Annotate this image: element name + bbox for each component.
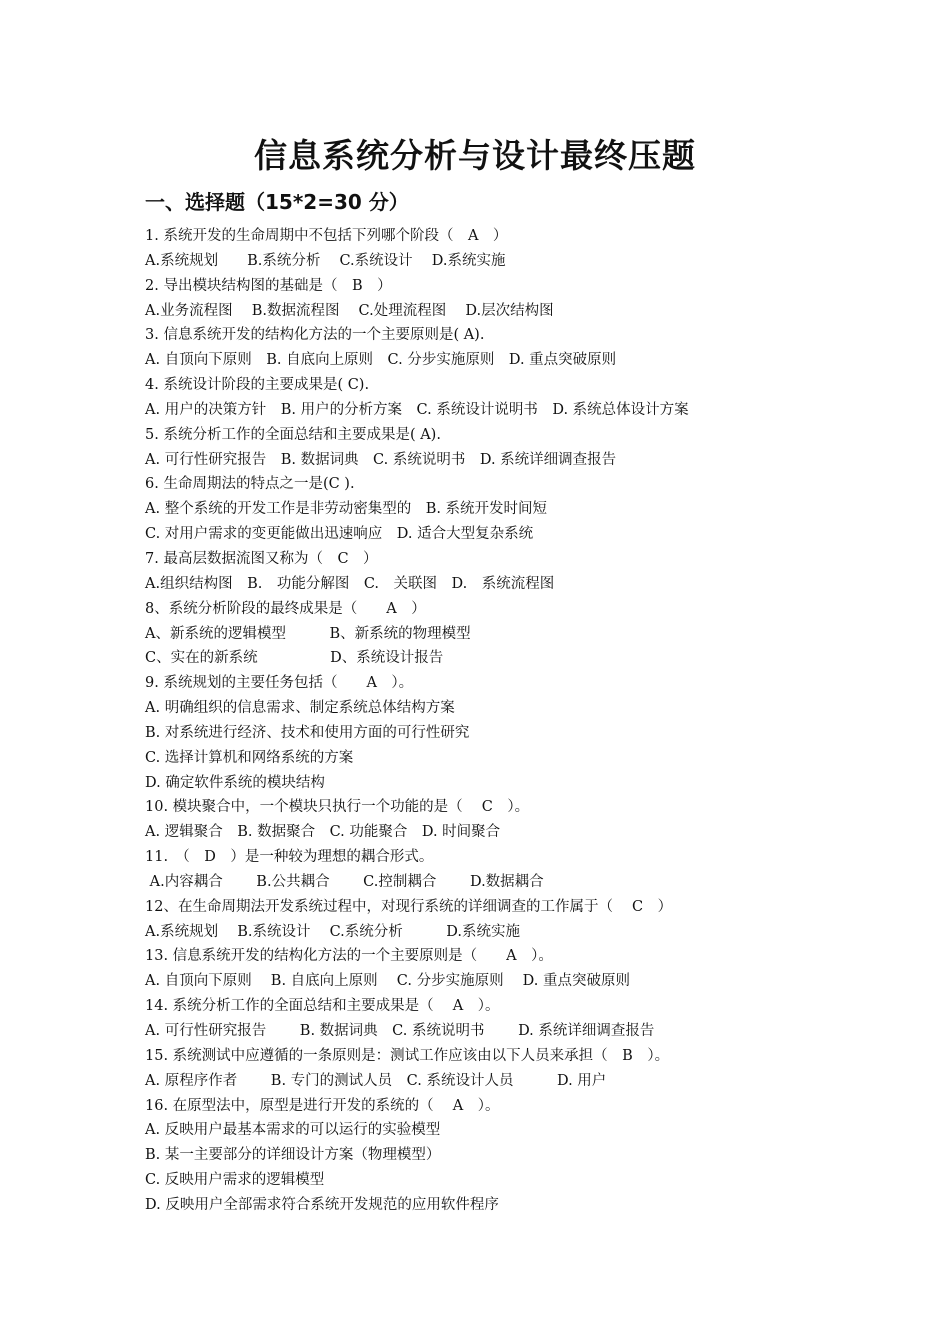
question-line: 7. 最高层数据流图又称为（ C ） [145, 550, 378, 567]
option-line: A. 逻辑聚合 B. 数据聚合 C. 功能聚合 D. 时间聚合 [145, 824, 501, 841]
question-line: 11. （ D ）是一种较为理想的耦合形式。 [145, 849, 434, 866]
option-line: A. 自顶向下原则 B. 自底向上原则 C. 分步实施原则 D. 重点突破原则 [145, 352, 617, 369]
option-line: A.内容耦合 B.公共耦合 C.控制耦合 D.数据耦合 [145, 873, 544, 890]
question-line: 10. 模块聚合中，一个模块只执行一个功能的是（ C ）。 [145, 799, 530, 816]
option-line: C. 对用户需求的变更能做出迅速响应 D. 适合大型复杂系统 [145, 526, 534, 543]
option-line: D. 确定软件系统的模块结构 [145, 774, 325, 791]
question-line: 12、在生命周期法开发系统过程中，对现行系统的详细调查的工作属于（ C ） [145, 898, 673, 915]
option-line: A. 自顶向下原则 B. 自底向上原则 C. 分步实施原则 D. 重点突破原则 [145, 973, 631, 990]
option-line: C. 选择计算机和网络系统的方案 [145, 749, 354, 766]
option-line: B. 对系统进行经济、技术和使用方面的可行性研究 [145, 724, 470, 741]
option-line: A、新系统的逻辑模型 B、新系统的物理模型 [145, 625, 471, 642]
document-title: 信息系统分析与设计最终压题 [254, 136, 696, 175]
question-line: 16. 在原型法中，原型是进行开发的系统的（ A ）。 [145, 1097, 500, 1114]
option-line: B. 某一主要部分的详细设计方案（物理模型） [145, 1147, 441, 1164]
section-heading: 一、选择题（15*2=30 分） [145, 190, 409, 214]
question-line: 5. 系统分析工作的全面总结和主要成果是( A). [145, 426, 441, 443]
option-line: A.系统规划 B.系统分析 C.系统设计 D.系统实施 [145, 252, 506, 269]
question-line: 9. 系统规划的主要任务包括（ A ）。 [145, 675, 414, 692]
option-line: A.系统规划 B.系统设计 C.系统分析 D.系统实施 [145, 923, 520, 940]
option-line: C. 反映用户需求的逻辑模型 [145, 1172, 325, 1189]
option-line: A.业务流程图 B.数据流程图 C.处理流程图 D.层次结构图 [145, 302, 554, 319]
option-line: A. 用户的决策方针 B. 用户的分析方案 C. 系统设计说明书 D. 系统总体设计方案 [145, 401, 689, 418]
question-line: 14. 系统分析工作的全面总结和主要成果是（ A ）。 [145, 998, 500, 1015]
option-line: C、实在的新系统 D、系统设计报告 [145, 650, 444, 667]
option-line: A.组织结构图 B. 功能分解图 C. 关联图 D. 系统流程图 [145, 575, 555, 592]
option-line: D. 反映用户全部需求符合系统开发规范的应用软件程序 [145, 1196, 499, 1213]
option-line: A. 整个系统的开发工作是非劳动密集型的 B. 系统开发时间短 [145, 501, 548, 518]
question-line: 4. 系统设计阶段的主要成果是( C). [145, 377, 370, 394]
option-line: A. 原程序作者 B. 专门的测试人员 C. 系统设计人员 D. 用户 [145, 1072, 607, 1089]
question-line: 6. 生命周期法的特点之一是(C ). [145, 476, 355, 493]
option-line: A. 可行性研究报告 B. 数据词典 C. 系统说明书 D. 系统详细调查报告 [145, 451, 617, 468]
option-line: A. 明确组织的信息需求、制定系统总体结构方案 [145, 700, 455, 717]
option-line: A. 可行性研究报告 B. 数据词典 C. 系统说明书 D. 系统详细调查报告 [145, 1023, 655, 1039]
option-line: A. 反映用户最基本需求的可以运行的实验模型 [145, 1122, 441, 1139]
question-line: 2. 导出模块结构图的基础是（ B ） [145, 277, 392, 294]
question-line: 8、系统分析阶段的最终成果是（ A ） [145, 600, 426, 617]
question-line: 3. 信息系统开发的结构化方法的一个主要原则是( A). [145, 327, 485, 344]
question-line: 13. 信息系统开发的结构化方法的一个主要原则是（ A ）。 [145, 948, 553, 965]
question-line: 1. 系统开发的生命周期中不包括下列哪个阶段（ A ） [145, 228, 508, 244]
question-list [145, 224, 845, 1218]
question-line: 15. 系统测试中应遵循的一条原则是：测试工作应该由以下人员来承担（ B ）。 [145, 1047, 670, 1064]
